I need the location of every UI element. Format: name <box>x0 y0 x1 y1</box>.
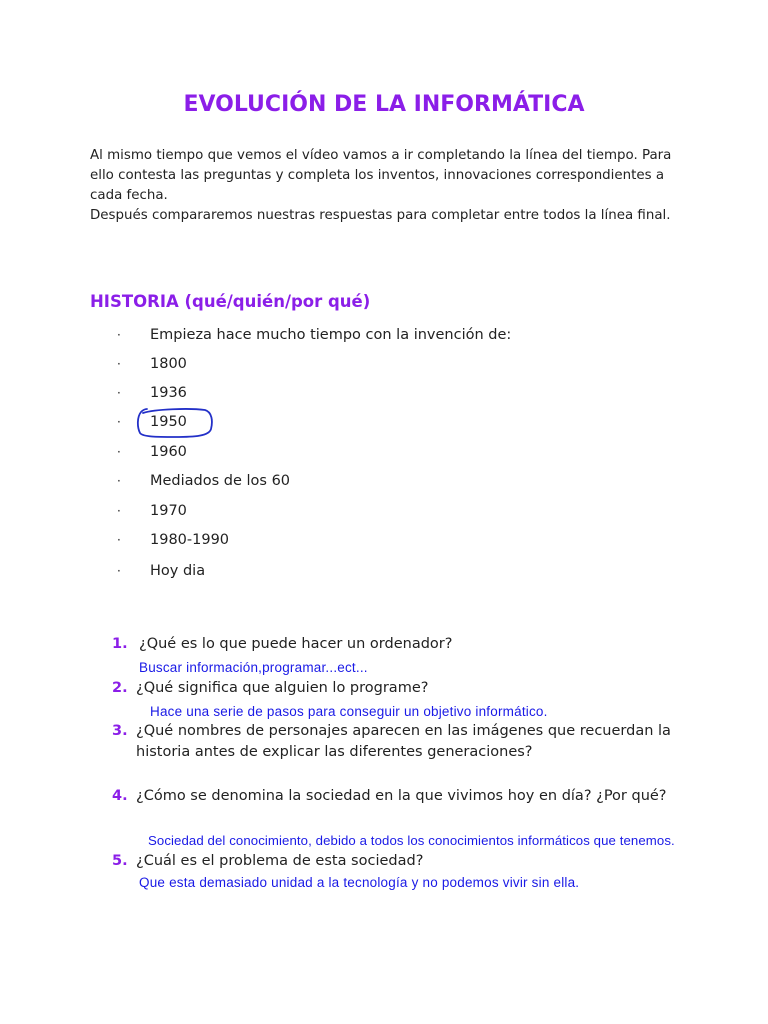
timeline-item-label: Empieza hace mucho tiempo con la invención de: <box>150 327 512 343</box>
intro-text <box>90 146 690 226</box>
bullet-dot: · <box>117 564 121 578</box>
bullet-dot: · <box>117 533 121 547</box>
bullet-dot: · <box>117 504 121 518</box>
bullet-dot: · <box>117 386 121 400</box>
timeline-item-label: Mediados de los 60 <box>150 473 291 489</box>
intro-paragraph-1: Al mismo tiempo que vemos el vídeo vamos a ir completando la línea del tiempo. Para ello contesta las preguntas y completa los inventos, innovaciones correspondientes a cada fecha. <box>90 148 672 203</box>
timeline-item-label: 1970 <box>150 503 187 519</box>
intro-paragraph-2: Después compararemos nuestras respuestas para completar entre todos la línea final. <box>90 208 671 223</box>
handwritten-answer: Sociedad del conocimiento, debido a todos los conocimientos informáticos que tenemos. <box>148 833 675 848</box>
hand-drawn-circle-annotation <box>135 407 213 439</box>
timeline-item-label: 1960 <box>150 444 187 460</box>
question-number: 3. <box>112 723 128 739</box>
timeline-item-label: 1936 <box>150 385 187 401</box>
bullet-dot: · <box>117 357 121 371</box>
timeline-item-label: 1950 <box>150 414 187 430</box>
handwritten-answer: Buscar información,programar...ect... <box>139 660 368 675</box>
question-text: ¿Cuál es el problema de esta sociedad? <box>136 853 424 869</box>
handwritten-answer: Que esta demasiado unidad a la tecnología y no podemos vivir sin ella. <box>139 875 580 890</box>
timeline-item-label: Hoy dia <box>150 563 206 579</box>
bullet-dot: · <box>117 415 121 429</box>
question-text: ¿Qué es lo que puede hacer un ordenador? <box>139 636 453 652</box>
question-number: 2. <box>112 680 128 696</box>
question-text: ¿Qué nombres de personajes aparecen en las imágenes que recuerdan la historia antes de explicar las diferentes generaciones? <box>136 723 671 760</box>
question-number: 4. <box>112 788 128 804</box>
bullet-dot: · <box>117 474 121 488</box>
timeline-item-label: 1800 <box>150 356 187 372</box>
section-heading-historia: HISTORIA (qué/quién/por qué) <box>90 292 371 311</box>
handwritten-answer: Hace una serie de pasos para conseguir un objetivo informático. <box>150 704 548 719</box>
question-number: 5. <box>112 853 128 869</box>
timeline-item-label: 1980-1990 <box>150 532 230 548</box>
question-text: ¿Qué significa que alguien lo programe? <box>136 680 429 696</box>
bullet-dot: · <box>117 328 121 342</box>
page-title: EVOLUCIÓN DE LA INFORMÁTICA <box>183 92 585 117</box>
bullet-dot: · <box>117 445 121 459</box>
question-number: 1. <box>112 636 128 652</box>
question-text: ¿Cómo se denomina la sociedad en la que vivimos hoy en día? ¿Por qué? <box>136 788 667 804</box>
